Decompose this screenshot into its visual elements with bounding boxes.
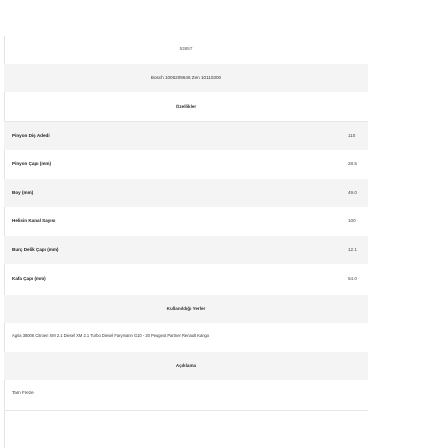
spec-row	[4, 150, 368, 178]
usage-text: Agria 38006 Citroen XM 2.1 Diesel XM 2.1 Turbo Diesel Farymann G10 - 20 Peugeot Partner Renault Kango	[12, 333, 210, 338]
spec-row	[4, 122, 368, 150]
product-code: 53657	[179, 46, 193, 51]
spec-value: 28.5	[348, 161, 357, 166]
spec-label: Pinyon Diş Adedi	[12, 133, 50, 138]
usage-header: Kullanıldığı Yerler	[4, 295, 368, 323]
spec-label: Burç Delik Çapı (mm)	[12, 247, 59, 252]
divider	[4, 410, 368, 411]
spec-value: 110	[348, 133, 356, 138]
spec-row	[4, 236, 368, 264]
spec-value: 100	[348, 218, 356, 223]
spec-label: Boy (mm)	[12, 190, 34, 195]
spec-row	[4, 179, 368, 207]
specs-header: Özellikler	[175, 104, 197, 109]
product-references: Bosch 1006209646 Zen 10110300	[4, 64, 368, 92]
spec-label: Helisin Kanal Sayısı	[12, 218, 56, 223]
spec-row	[4, 265, 368, 293]
spec-row	[4, 207, 368, 235]
spec-value: 12.1	[348, 247, 357, 252]
description-text: Tam Freze	[12, 390, 34, 395]
spec-value: 49.0	[348, 190, 357, 195]
spec-label: Pinyon Çapı (mm)	[12, 161, 52, 166]
spec-label: Kafa Çapı (mm)	[12, 276, 46, 281]
spec-value: 54.0	[348, 276, 357, 281]
description-header: Açıklama	[4, 352, 368, 380]
